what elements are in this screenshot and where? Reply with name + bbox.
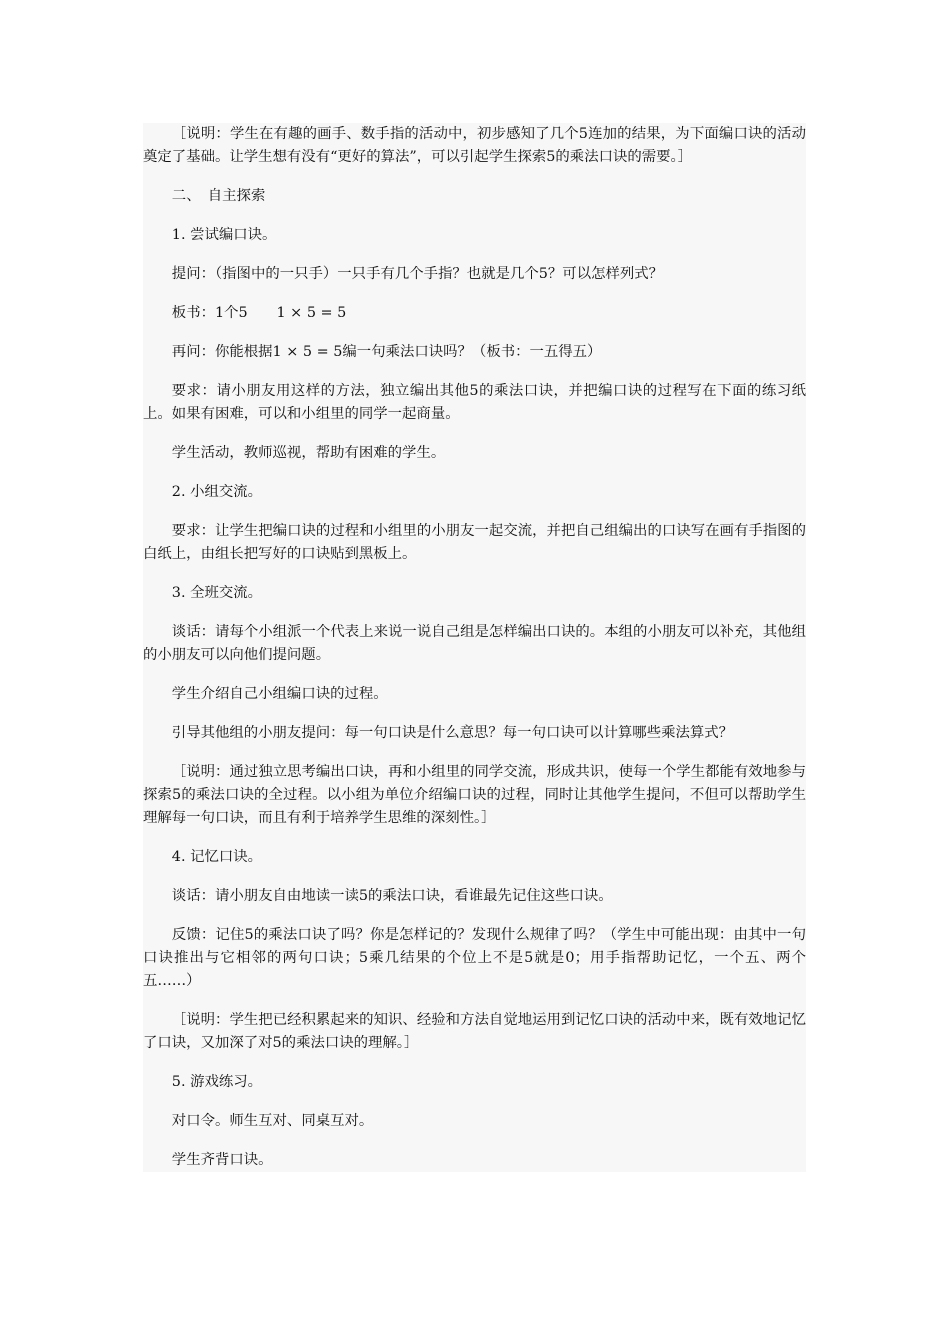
step-heading: 4. 记忆口诀。 bbox=[171, 849, 263, 865]
body-paragraph: 反馈：记住5的乘法口诀了吗？你是怎样记的？发现什么规律了吗？（学生中可能出现：由其中一句口诀推出与它相邻的两句口诀；5乘几结果的个位上不是5就是0；用手指帮助记忆，一个五、两个五……） bbox=[143, 927, 806, 989]
note-paragraph: ［说明：学生在有趣的画手、数手指的活动中，初步感知了几个5连加的结果，为下面编口诀的活动奠定了基础。让学生想有没有“更好的算法”，可以引起学生探索5的乘法口诀的需要。］ bbox=[143, 126, 806, 165]
body-paragraph: 再问：你能根据1 × 5 = 5编一句乘法口诀吗？（板书：一五得五） bbox=[171, 344, 602, 360]
step-heading: 2. 小组交流。 bbox=[171, 484, 263, 500]
note-paragraph: ［说明：学生把已经积累起来的知识、经验和方法自觉地运用到记忆口诀的活动中来，既有效地记忆了口诀，又加深了对5的乘法口诀的理解。］ bbox=[143, 1012, 806, 1051]
body-paragraph: 学生活动，教师巡视，帮助有困难的学生。 bbox=[171, 445, 446, 461]
body-paragraph: 板书：1个5 1 × 5 = 5 bbox=[171, 305, 347, 321]
body-paragraph: 谈话：请每个小组派一个代表上来说一说自己组是怎样编出口诀的。本组的小朋友可以补充，其他组的小朋友可以向他们提问题。 bbox=[143, 624, 806, 663]
body-paragraph: 学生齐背口诀。 bbox=[171, 1152, 273, 1168]
section-heading: 二、 自主探索 bbox=[171, 188, 266, 204]
step-heading: 3. 全班交流。 bbox=[171, 585, 263, 601]
body-paragraph: 要求：让学生把编口诀的过程和小组里的小朋友一起交流，并把自己组编出的口诀写在画有手指图的白纸上，由组长把写好的口诀贴到黑板上。 bbox=[143, 523, 806, 562]
document-body bbox=[143, 123, 806, 1172]
body-paragraph: 提问：（指图中的一只手）一只手有几个手指？也就是几个5？可以怎样列式？ bbox=[171, 266, 664, 282]
body-paragraph: 对口令。师生互对、同桌互对。 bbox=[171, 1113, 374, 1129]
step-heading: 5. 游戏练习。 bbox=[171, 1074, 263, 1090]
note-paragraph: ［说明：通过独立思考编出口诀，再和小组里的同学交流，形成共识，使每一个学生都能有效地参与探索5的乘法口诀的全过程。以小组为单位介绍编口诀的过程，同时让其他学生提问，不但可以帮助学生理解每一句口诀，而且有利于培养学生思维的深刻性。］ bbox=[143, 764, 806, 826]
body-paragraph: 引导其他组的小朋友提问：每一句口诀是什么意思？每一句口诀可以计算哪些乘法算式？ bbox=[171, 725, 734, 741]
step-heading: 1. 尝试编口诀。 bbox=[171, 227, 277, 243]
body-paragraph: 谈话：请小朋友自由地读一读5的乘法口诀，看谁最先记住这些口诀。 bbox=[171, 888, 613, 904]
body-paragraph: 学生介绍自己小组编口诀的过程。 bbox=[171, 686, 388, 702]
body-paragraph: 要求：请小朋友用这样的方法，独立编出其他5的乘法口诀，并把编口诀的过程写在下面的练习纸上。如果有困难，可以和小组里的同学一起商量。 bbox=[143, 383, 806, 422]
